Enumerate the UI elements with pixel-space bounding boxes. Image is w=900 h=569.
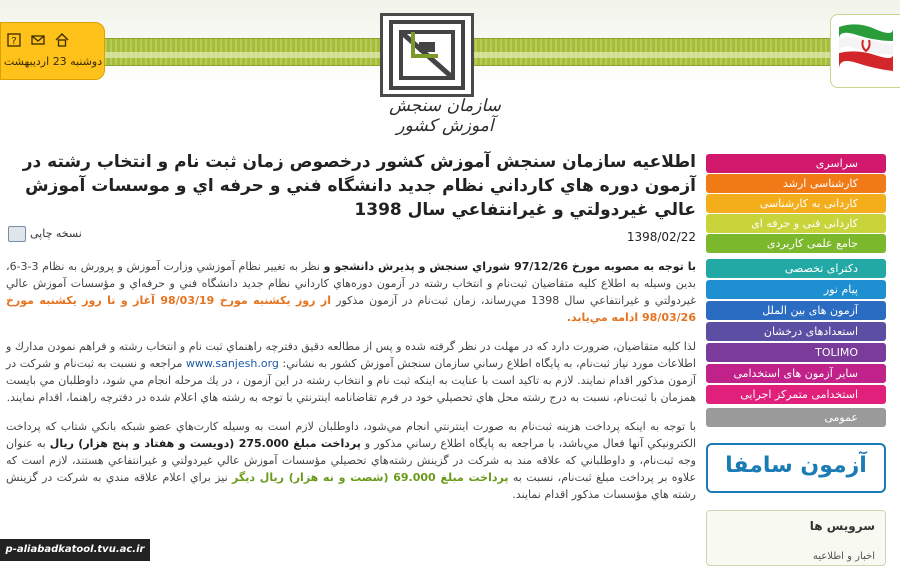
help-icon[interactable] [7, 33, 21, 47]
iran-flag-icon [837, 21, 895, 79]
organization-name: سازمان سنجش آموزش کشور [389, 96, 501, 136]
date-box [0, 22, 105, 80]
flag-box [830, 14, 900, 88]
menu-item-elmi-karbordi[interactable]: جامع علمی کاربردی [706, 234, 886, 253]
organization-logo[interactable] [380, 13, 474, 97]
page-header [0, 0, 900, 150]
paragraph-3: با توجه به اينكه پرداخت هزينه ثبت‌نام به صورت اينترنتي انجام مي‌شود، داوطلبان لازم است به وسيله كارت‌هاي عضو شبكه بانكي شتاب كه پرداخت الكترونيكي آنها فعال مي‌باشد، با مراجعه به پايگاه اطلاع رساني مذكور و پرداخت مبلغ 275.000 (دويست و هفتاد و پنج هزار) ريال به عنوان وجه ثبت‌نام، و داوطلباني كه علاقه مند به شركت در گزينش رشته‌هاي تحصيلي مؤسسات آموزش عالي غيردولتي و غيرانتفاعي هستند، لازم است كه علاوه بر پرداخت مبلغ ثبت‌نام، نسبت به پرداخت مبلغ 69.000 (شصت و نه هزار) ريال ديگر نيز براي اعلام علاقه مندي به شركت در گزينش رشته هاي مؤسسات مذكور اقدام نمايند. [6, 420, 697, 501]
printer-icon[interactable] [8, 226, 26, 242]
print-version-link[interactable] [8, 226, 118, 244]
article-title: اطلاعيه سازمان سنجش آموزش كشور درخصوص زمان ثبت نام و انتخاب رشته در آزمون دوره هاي كارداني نظام جديد دانشگاه فني و حرفه اي و موسسات آموزش عالي غيردولتي و غيرانتفاعي سال 1398 [22, 152, 696, 220]
menu-item-tolimo[interactable]: TOLIMO [706, 343, 886, 362]
menu-item-sarasari[interactable]: سراسری [706, 154, 886, 173]
home-icon[interactable] [55, 33, 69, 47]
article-date: 1398/02/22 [626, 230, 696, 244]
svg-text:?: ? [11, 36, 17, 47]
menu-item-beinolmelal[interactable]: آزمون های بین الملل [706, 301, 886, 320]
menu-item-kardani-karshenasi[interactable]: کاردانی به کارشناسی [706, 194, 886, 213]
sidebar [706, 150, 890, 569]
menu-item-payam-noor[interactable]: پیام نور [706, 280, 886, 299]
print-label[interactable]: نسخه چاپی [30, 227, 82, 240]
menu-item-estekhdami-motamarkez[interactable]: استخدامی متمرکز اجرایی [706, 385, 886, 404]
sanjesh-link[interactable]: www.sanjesh.org [185, 357, 279, 370]
services-title: سرویس ها [809, 519, 875, 533]
watermark-credit: p-aliabadkatool.tvu.ac.ir [0, 539, 150, 561]
menu-item-sayer-estekhdami[interactable]: سایر آزمون های استخدامی [706, 364, 886, 383]
paragraph-1: با توجه به مصوبه مورخ 97/12/26 شوراي سنجش و پذيرش دانشجو و نظر به تغيير نظام آموزشي وزارت آموزش و پرورش به نظام 3-3-6، بدين وسيله به اطلاع كليه متقاضيان ثبت‌نام و انتخاب رشته در آزمون دوره‌هاي كارداني نظام جديد دانشگاه فني و حرفه‌اي و مؤسسات آموزش عالي غيردولتي و غيرانتفاعي سال 1398 مي‌رساند، زمان ثبت‌نام در آزمون مذكور از روز يكشنبه مورخ 98/03/19 آغاز و تا روز يكشنبه مورخ 98/03/26 ادامه مي‌يابد. [6, 260, 697, 324]
paragraph-2: لذا كليه متقاضيان، ضرورت دارد كه در مهلت در نظر گرفته شده و پس از مطالعه دقيق دفترچه راهنماي ثبت نام و انتخاب رشته و فراهم نمودن مدارك و اطلاعات مورد نياز ثبت‌نام، به پايگاه اطلاع رساني سازمان سنجش آموزش كشور به نشاني: www.sanjesh.org مراجعه و نسبت به ثبت‌نام و شركت در آزمون مذكور اقدام نمايند. لازم به تاكيد است با عنايت به اينكه ثبت نام و انتخاب رشته در اين آزمون ، در يك مرحله انجام مي شود، داوطلبان مي بايست همزمان با ثبت‌نام، نسبت به درج رشته محل هاي تحصيلي خود در فرم تقاضانامه اينترنتي با توجه به رشته هاي اعلام شده در دفترچه راهنما، اقدام نمايند. [6, 340, 696, 404]
menu-item-omumi[interactable]: عمومی [706, 408, 886, 427]
menu-item-arshad[interactable]: کارشناسی ارشد [706, 174, 886, 193]
samfa-banner-text: آزمون سامفا [725, 453, 867, 478]
menu-item-doctora[interactable]: دکترای تخصصی [706, 259, 886, 278]
services-box [706, 510, 886, 566]
article-body [6, 258, 696, 515]
samfa-banner[interactable] [706, 443, 886, 493]
services-item-news[interactable]: اخبار و اطلاعیه [812, 551, 875, 562]
mail-icon[interactable] [31, 33, 45, 47]
article [6, 150, 696, 569]
current-date: دوشنبه 23 ارديبهشت [3, 55, 103, 68]
menu-item-fani-herfei[interactable]: کاردانی فنی و حرفه ای [706, 214, 886, 233]
menu-item-esteedad[interactable]: استعدادهای درخشان [706, 322, 886, 341]
